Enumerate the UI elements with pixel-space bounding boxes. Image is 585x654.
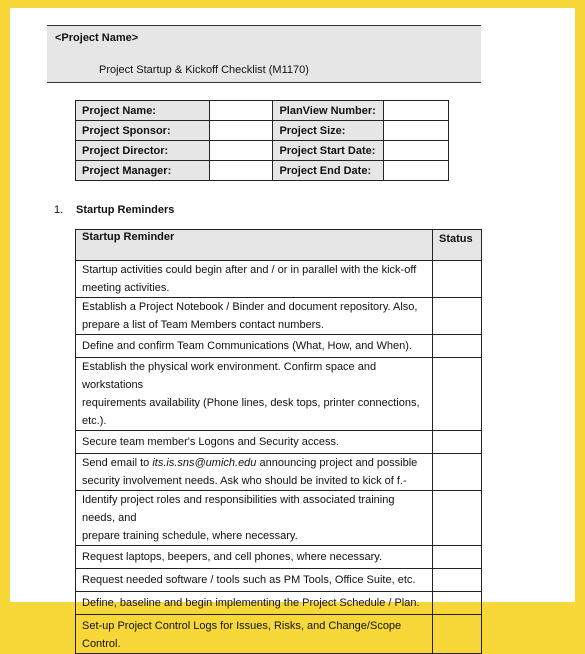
reminder-text: prepare training schedule, where necessary. (82, 530, 298, 542)
document-page (10, 8, 575, 650)
status-cell[interactable] (433, 431, 482, 454)
status-cell[interactable] (433, 358, 482, 431)
reminder-text: Send email to (82, 457, 153, 469)
status-cell[interactable] (433, 335, 482, 358)
reminder-cell (76, 491, 433, 546)
info-value-cell[interactable] (209, 121, 273, 141)
info-value-cell[interactable] (384, 161, 449, 181)
section-heading (54, 204, 174, 216)
reminder-text: Establish a Project Notebook / Binder and document repository. Also, (82, 301, 418, 313)
status-cell[interactable] (433, 491, 482, 546)
table-row (76, 491, 482, 546)
table-row (76, 615, 482, 654)
status-cell[interactable] (433, 615, 482, 654)
table-row (76, 335, 482, 358)
table-row (76, 431, 482, 454)
section-title: Startup Reminders (76, 204, 175, 216)
table-row (76, 569, 482, 592)
reminder-cell (76, 615, 433, 654)
reminder-text: meeting activities. (82, 282, 170, 294)
table-row (76, 546, 482, 569)
info-value-cell[interactable] (209, 161, 273, 181)
table-row (76, 358, 482, 431)
header-banner (47, 25, 481, 83)
reminder-text: Establish the physical work environment. Confirm space and workstations (82, 361, 377, 391)
reminder-text: security involvement needs. Ask who should be invited to kick of f.- (82, 475, 407, 487)
reminder-text: requirements availability (Phone lines, desk tops, printer connections, etc.). (82, 397, 420, 427)
reminder-text: Request needed software / tools such as PM Tools, Office Suite, etc. (82, 574, 416, 586)
reminder-cell (76, 261, 433, 298)
project-name-title: <Project Name> (55, 32, 139, 44)
info-label: PlanView Number: (273, 101, 384, 121)
header-startup-reminder: Startup Reminder (76, 230, 433, 261)
status-cell[interactable] (433, 454, 482, 491)
status-cell[interactable] (433, 569, 482, 592)
info-value-cell[interactable] (209, 141, 273, 161)
info-label: Project Size: (273, 121, 384, 141)
info-value-cell[interactable] (209, 101, 273, 121)
reminder-cell (76, 431, 433, 454)
project-info-table (75, 100, 449, 181)
document-subtitle: Project Startup & Kickoff Checklist (M1170) (99, 64, 309, 76)
reminder-text: Startup activities could begin after and / or in parallel with the kick-off (82, 264, 417, 276)
reminder-text: Secure team member's Logons and Security access. (82, 436, 340, 448)
info-label: Project Start Date: (273, 141, 384, 161)
table-row (76, 592, 482, 615)
section-number: 1. (54, 204, 64, 216)
info-row (76, 121, 449, 141)
reminder-text: Define and confirm Team Communications (What, How, and When). (82, 340, 412, 352)
table-row (76, 454, 482, 491)
startup-reminders-table (75, 229, 482, 654)
reminder-cell (76, 358, 433, 431)
reminder-text: announcing project and possible (256, 457, 418, 469)
table-header-row (76, 230, 482, 261)
status-cell[interactable] (433, 298, 482, 335)
reminder-text: Request laptops, beepers, and cell phones, where necessary. (82, 551, 383, 563)
info-label: Project Manager: (76, 161, 210, 181)
status-cell[interactable] (433, 261, 482, 298)
info-label: Project Sponsor: (76, 121, 210, 141)
info-value-cell[interactable] (384, 101, 449, 121)
reminder-text: Identify project roles and responsibilities with associated training needs, and (82, 494, 395, 524)
status-cell[interactable] (433, 546, 482, 569)
info-row (76, 141, 449, 161)
info-value-cell[interactable] (384, 141, 449, 161)
table-row (76, 298, 482, 335)
info-value-cell[interactable] (384, 121, 449, 141)
info-label: Project End Date: (273, 161, 384, 181)
reminder-text: Define, baseline and begin implementing the Project Schedule / Plan. (82, 597, 420, 609)
reminder-cell (76, 569, 433, 592)
reminder-cell (76, 298, 433, 335)
reminder-cell (76, 592, 433, 615)
email-link[interactable]: its.is.sns@umich.edu (152, 457, 257, 469)
header-status: Status (433, 230, 482, 261)
reminder-cell (76, 546, 433, 569)
table-row (76, 261, 482, 298)
info-row (76, 101, 449, 121)
info-label: Project Director: (76, 141, 210, 161)
reminder-cell (76, 335, 433, 358)
reminder-text: prepare a list of Team Members contact numbers. (82, 319, 324, 331)
status-cell[interactable] (433, 592, 482, 615)
reminder-cell (76, 454, 433, 491)
info-row (76, 161, 449, 181)
info-label: Project Name: (76, 101, 210, 121)
reminder-text: Set-up Project Control Logs for Issues, Risks, and Change/Scope Control. (82, 620, 402, 650)
